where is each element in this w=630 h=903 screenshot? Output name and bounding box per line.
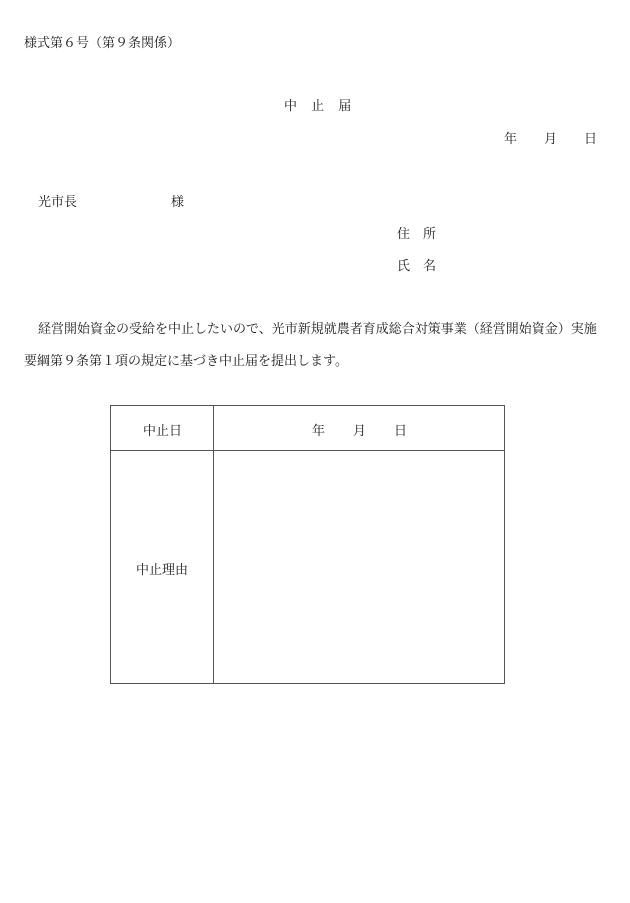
name-label: 氏名	[397, 259, 450, 274]
recipient-honorific: 様	[171, 195, 185, 210]
stop-date-day-label: 日	[394, 424, 408, 439]
stop-date-year-label: 年	[312, 424, 326, 439]
stop-reason-field[interactable]	[214, 451, 504, 683]
form-number: 様式第６号（第９条関係）	[24, 36, 181, 51]
header-date-month-label: 月	[544, 132, 558, 147]
address-label: 住所	[397, 227, 450, 242]
stop-date-month-label: 月	[353, 424, 367, 439]
recipient-name: 光市長	[38, 195, 78, 210]
header-date-day-label: 日	[584, 132, 598, 147]
body-text-line-1: 経営開始資金の受給を中止したいので、光市新規就農者育成総合対策事業（経営開始資金）実施	[38, 322, 597, 337]
document-title: 中 止 届	[284, 99, 357, 114]
header-date-year-label: 年	[504, 132, 518, 147]
body-text-line-2: 要綱第９条第１項の規定に基づき中止届を提出します。	[24, 354, 348, 369]
stop-reason-label: 中止理由	[136, 563, 189, 578]
stop-notice-table	[110, 405, 505, 684]
stop-date-label: 中止日	[143, 424, 183, 439]
